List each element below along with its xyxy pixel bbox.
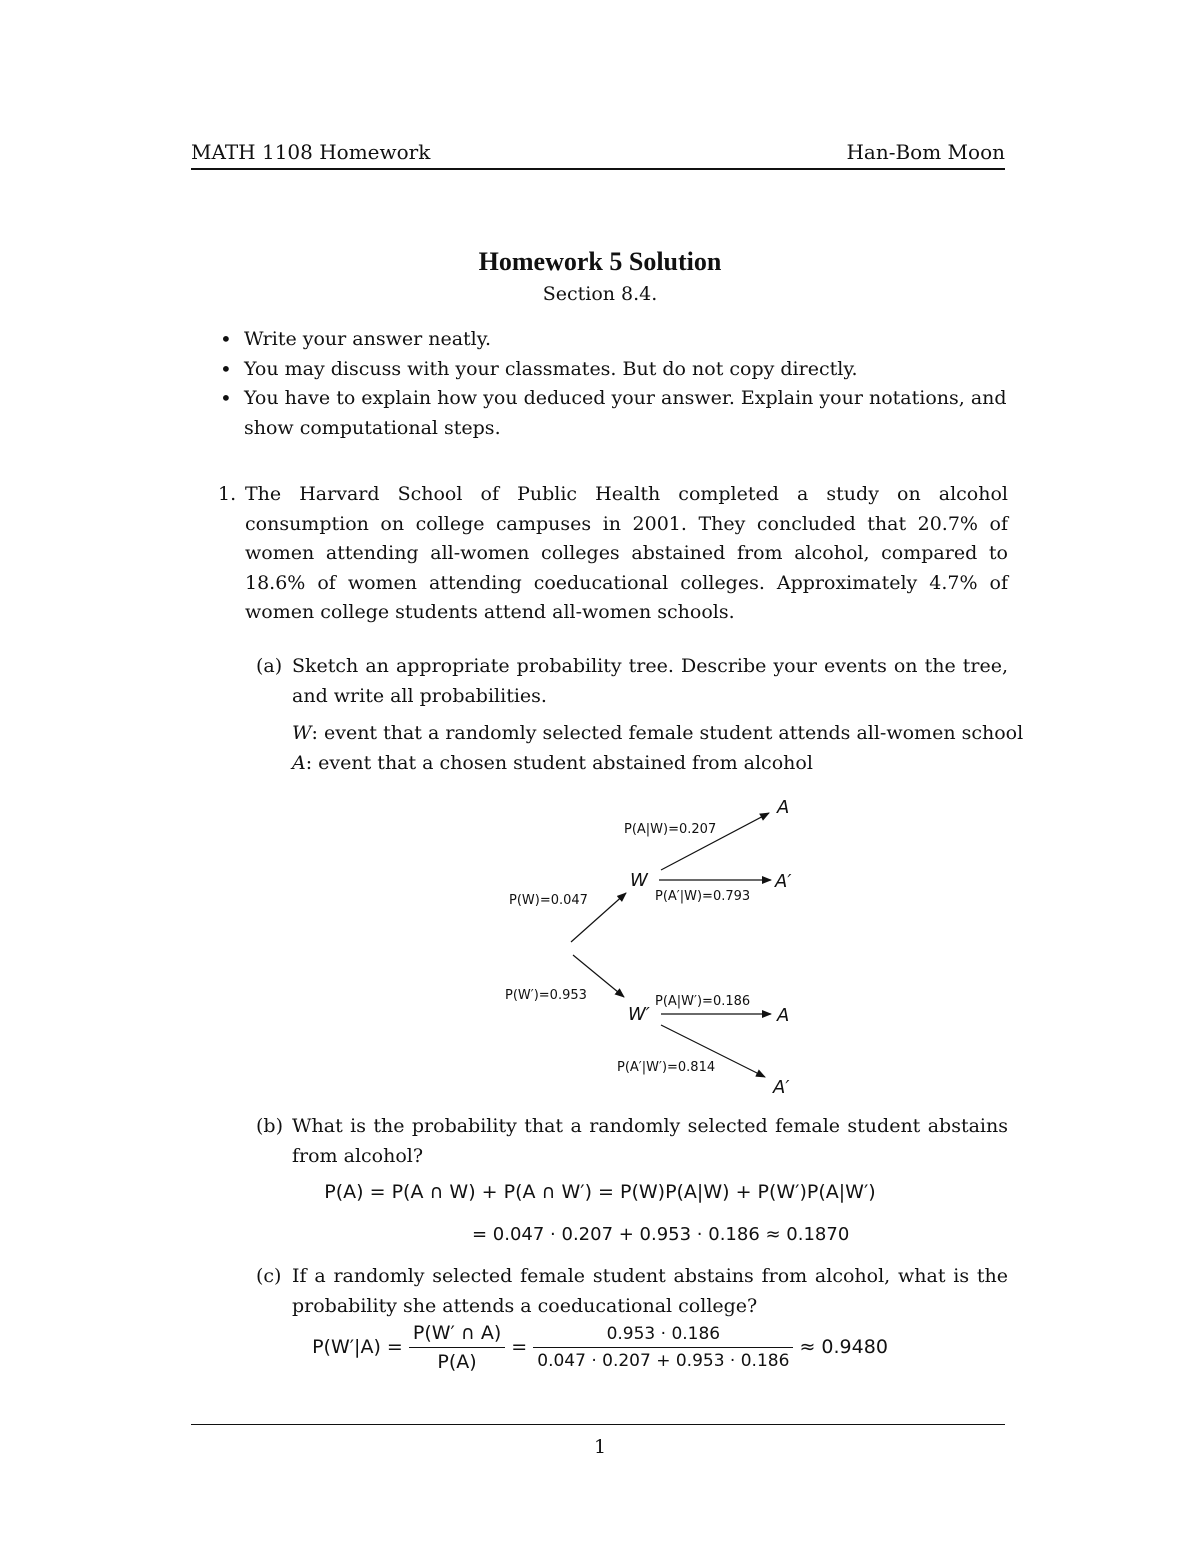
part-c <box>256 1262 1008 1321</box>
def-w-symbol: W <box>292 722 312 744</box>
leaf-ac-bottom: A′ <box>773 1077 790 1098</box>
leaf-ac-top: A′ <box>775 871 792 892</box>
bayes-fraction-2-denominator: 0.047 · 0.207 + 0.953 · 0.186 <box>537 1351 790 1371</box>
instruction-item: • You have to explain how you deduced your answer. Explain your notations, and show computational steps. <box>218 384 1008 443</box>
part-b-question: What is the probability that a randomly selected female student abstains from alcohol? <box>292 1115 1008 1167</box>
node-wc: W′ <box>628 1004 650 1025</box>
leaf-a-top: A <box>777 797 790 818</box>
page-number: 1 <box>593 1436 607 1458</box>
label-p-wc: P(W′)=0.953 <box>505 988 587 1003</box>
page-title: Homework 5 Solution <box>478 247 722 276</box>
page-subtitle: Section 8.4. <box>542 283 658 305</box>
bayes-result: ≈ 0.9480 <box>799 1336 888 1358</box>
def-w-text: : event that a randomly selected female student attends all-women school <box>311 722 1024 744</box>
instruction-item: • Write your answer neatly. <box>218 325 1008 355</box>
def-a-symbol: A <box>292 752 306 774</box>
bayes-equals: = <box>511 1336 528 1358</box>
label-p-w: P(W)=0.047 <box>509 893 588 908</box>
part-a-question: Sketch an appropriate probability tree. Describe your events on the tree, and write all probabilities. <box>292 655 1008 707</box>
label-p-ac-given-w: P(A′|W)=0.793 <box>655 889 751 904</box>
instruction-item: • You may discuss with your classmates. But do not copy directly. <box>218 355 1008 385</box>
bayes-fraction-1-denominator: P(A) <box>437 1351 477 1373</box>
equation-total-probability: P(A) = P(A ∩ W) + P(A ∩ W′) = P(W)P(A|W) + P(W′)P(A|W′) <box>324 1181 876 1203</box>
problem-text: The Harvard School of Public Health completed a study on alcohol consumption on college campuses in 2001. They concluded that 20.7% of women attending all-women colleges abstained from alcohol, compared to 18.6% of women attending coeducational colleges. Approximately 4.7% of women college students attend all-women schools. <box>245 483 1008 623</box>
bayes-fraction-1 <box>409 1322 505 1373</box>
bayes-fraction-2-numerator: 0.953 · 0.186 <box>533 1324 793 1348</box>
part-c-label: (c) <box>256 1265 282 1287</box>
problem-number: 1. <box>218 483 237 505</box>
equation-bayes <box>0 1322 1200 1373</box>
part-a-label: (a) <box>256 655 283 677</box>
equation-total-probability-value: = 0.047 · 0.207 + 0.953 · 0.186 ≈ 0.1870 <box>472 1224 850 1245</box>
label-p-a-given-w: P(A|W)=0.207 <box>624 822 717 837</box>
footer-rule <box>191 1424 1005 1425</box>
label-p-a-given-wc: P(A|W′)=0.186 <box>655 994 751 1009</box>
label-p-ac-given-wc: P(A′|W′)=0.814 <box>617 1060 716 1075</box>
leaf-a-bottom: A <box>777 1005 790 1026</box>
node-w: W <box>630 870 648 891</box>
part-b <box>256 1112 1008 1171</box>
header-author: Han-Bom Moon <box>846 140 1005 164</box>
header-course: MATH 1108 Homework <box>191 140 431 164</box>
bayes-fraction-2 <box>533 1324 793 1371</box>
bayes-fraction-1-numerator: P(W′ ∩ A) <box>409 1322 505 1348</box>
part-c-question: If a randomly selected female student abstains from alcohol, what is the probability she attends a coeducational college? <box>292 1265 1008 1317</box>
def-a-text: : event that a chosen student abstained from alcohol <box>305 752 813 774</box>
bayes-lhs: P(W′|A) = <box>312 1336 403 1358</box>
part-b-label: (b) <box>256 1115 283 1137</box>
